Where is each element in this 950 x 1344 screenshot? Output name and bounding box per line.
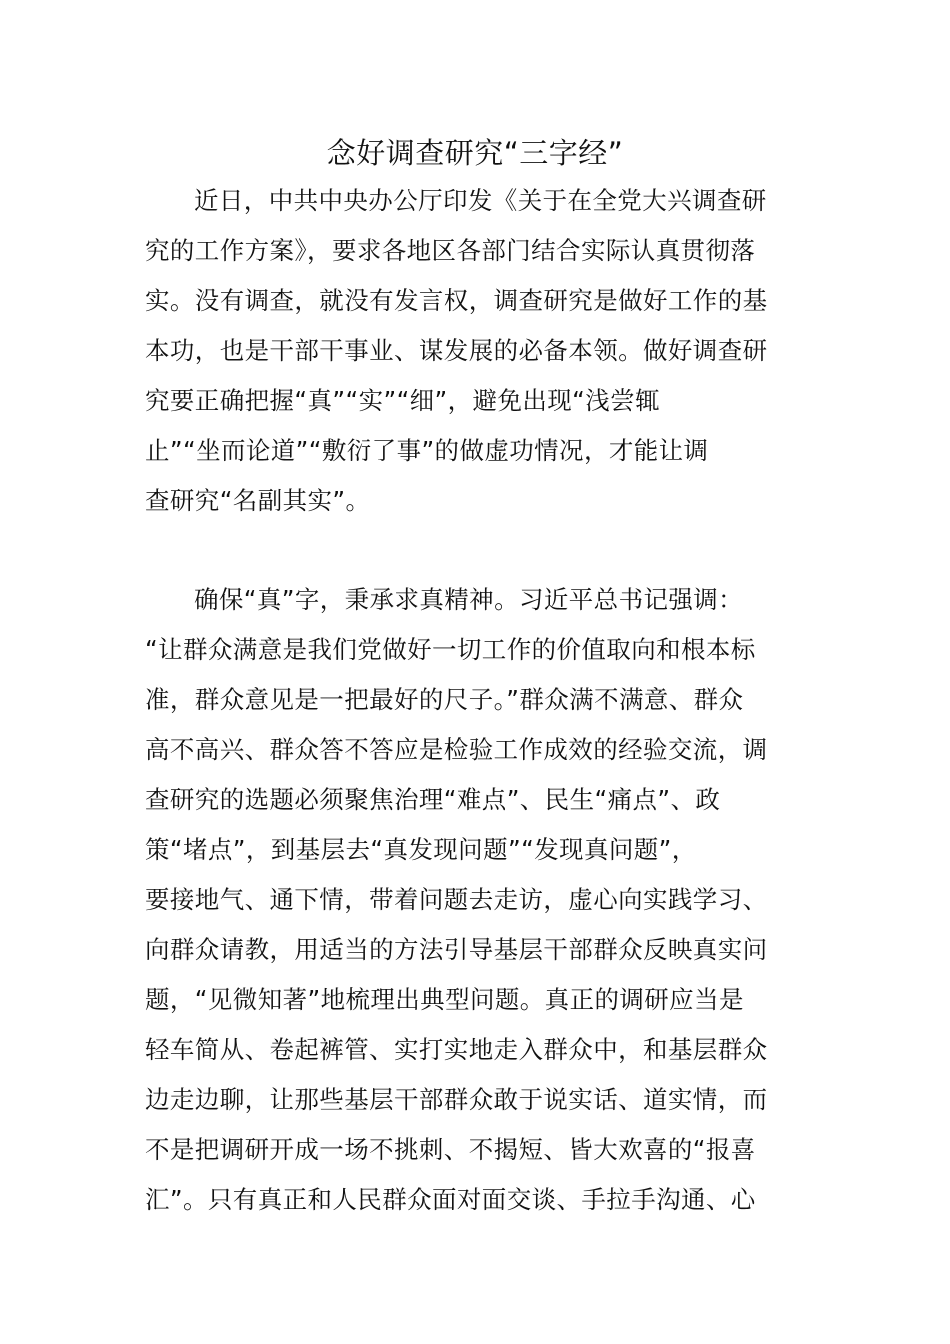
paragraph-line: 止”“坐而论道”“敷衍了事”的做虚功情况，才能让调: [145, 436, 709, 465]
paragraph-line: 确保“真”字，秉承求真精神。习近平总书记强调：: [194, 585, 744, 614]
paragraph-line: 边走边聊，让那些基层干部群众敢于说实话、道实情，而: [145, 1085, 768, 1114]
paragraph-line: 汇”。只有真正和人民群众面对面交谈、手拉手沟通、心: [145, 1185, 756, 1214]
paragraph-line: 查研究“名副其实”。: [145, 486, 371, 515]
paragraph-line: “让群众满意是我们党做好一切工作的价值取向和根本标: [145, 635, 756, 664]
paragraph-intro: [145, 176, 815, 526]
paragraph-line: 实。没有调查，就没有发言权，调查研究是做好工作的基: [145, 286, 768, 315]
document-title: 念好调查研究“三字经”: [326, 136, 624, 170]
paragraph-line: 查研究的选题必须聚焦治理“难点”、民生“痛点”、政: [145, 785, 721, 814]
paragraph-line: 不是把调研开成一场不挑刺、不揭短、皆大欢喜的“报喜: [145, 1135, 756, 1164]
paragraph-line: 高不高兴、群众答不答应是检验工作成效的经验交流，调: [145, 735, 768, 764]
paragraph-line: 近日，中共中央办公厅印发《关于在全党大兴调查研: [194, 186, 767, 215]
paragraph-line: 准，群众意见是一把最好的尺子。”群众满不满意、群众: [145, 685, 744, 714]
paragraph-line: 策“堵点”，到基层去“真发现问题”“发现真问题”，: [145, 835, 697, 864]
paragraph-line: 究的工作方案》，要求各地区各部门结合实际认真贯彻落: [145, 236, 756, 265]
paragraph-line: 究要正确把握“真”“实”“细”，避免出现“浅尝辄: [145, 386, 660, 415]
paragraph-line: 要接地气、通下情，带着问题去走访，虚心向实践学习、: [145, 885, 768, 914]
paragraph-line: 题，“见微知著”地梳理出典型问题。真正的调研应当是: [145, 985, 744, 1014]
paragraph-line: 轻车简从、卷起裤管、实打实地走入群众中，和基层群众: [145, 1035, 768, 1064]
paragraph-truth: [145, 575, 815, 1225]
paragraph-line: 向群众请教，用适当的方法引导基层干部群众反映真实问: [145, 935, 768, 964]
paragraph-line: 本功，也是干部干事业、谋发展的必备本领。做好调查研: [145, 336, 768, 365]
